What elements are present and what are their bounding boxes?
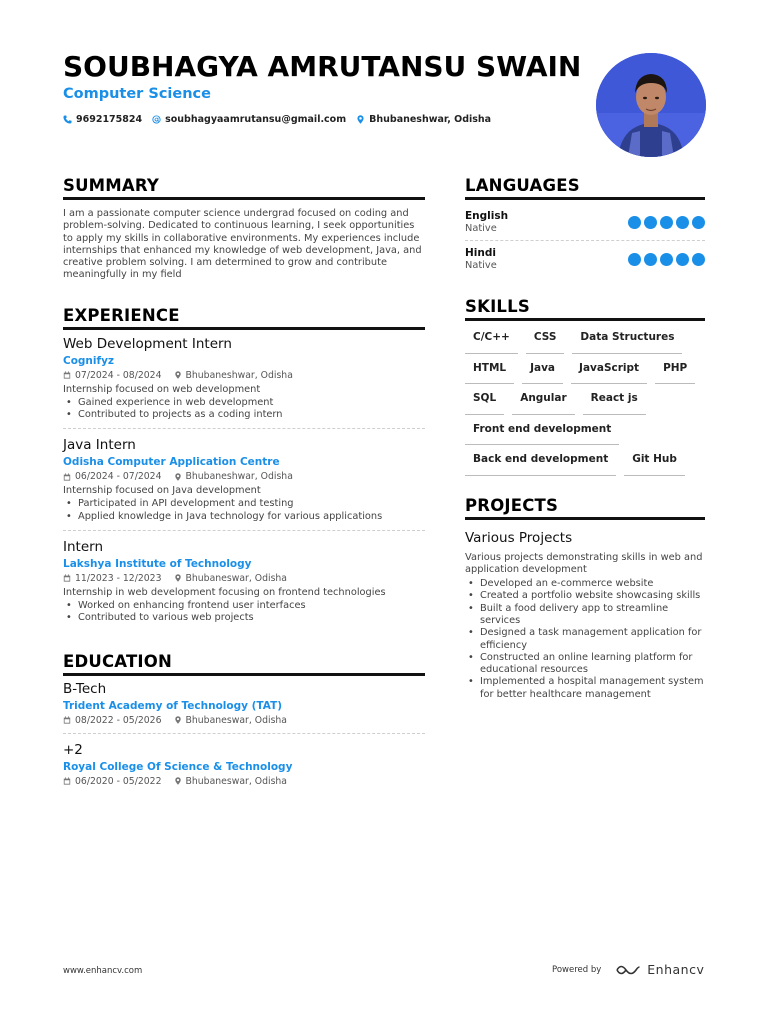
experience-section bbox=[63, 306, 425, 632]
school-name: Royal College Of Science & Technology bbox=[63, 760, 293, 773]
proficiency-dots bbox=[628, 253, 705, 266]
summary-section bbox=[63, 176, 425, 282]
education-heading: EDUCATION bbox=[63, 652, 425, 676]
powered-by-label: Powered by bbox=[552, 964, 602, 975]
proficiency-dot bbox=[676, 253, 689, 266]
location-text: Bhubaneswar, Odisha bbox=[185, 775, 288, 787]
proficiency-dot bbox=[644, 253, 657, 266]
date-range: 06/2024 - 07/2024 bbox=[75, 471, 162, 483]
job-meta bbox=[63, 370, 425, 381]
projects-heading: PROJECTS bbox=[465, 496, 705, 520]
bullet-item: • Implemented a hospital management system for better healthcare management bbox=[465, 676, 705, 701]
location-text: Bhubaneswar, Odisha bbox=[185, 714, 288, 726]
language-item bbox=[465, 240, 705, 277]
job-location bbox=[174, 471, 293, 482]
avatar bbox=[596, 53, 706, 157]
at-icon bbox=[152, 115, 161, 124]
job-location bbox=[174, 370, 293, 381]
experience-item bbox=[63, 530, 425, 632]
location-pin-icon bbox=[174, 473, 182, 481]
skill-tag: SQL bbox=[465, 384, 504, 415]
bullet-item: • Built a food delivery app to streamline services bbox=[465, 603, 705, 628]
calendar-icon bbox=[63, 574, 71, 582]
skill-tag: React js bbox=[583, 384, 646, 415]
skill-tag: JavaScript bbox=[571, 354, 647, 385]
bullet-item: • Applied knowledge in Java technology for various applications bbox=[63, 511, 425, 523]
bullet-item: • Created a portfolio website showcasing skills bbox=[465, 590, 705, 602]
bullet-item: • Contributed to projects as a coding intern bbox=[63, 409, 425, 421]
experience-list bbox=[63, 336, 425, 632]
skill-tag: PHP bbox=[655, 354, 695, 385]
education-meta bbox=[63, 715, 425, 726]
proficiency-dot bbox=[628, 216, 641, 229]
calendar-icon bbox=[63, 777, 71, 785]
languages-heading: LANGUAGES bbox=[465, 176, 705, 200]
summary-heading: SUMMARY bbox=[63, 176, 425, 200]
languages-section bbox=[465, 176, 705, 277]
proficiency-dot bbox=[660, 253, 673, 266]
proficiency-dot bbox=[644, 216, 657, 229]
degree-name: +2 bbox=[63, 741, 83, 758]
bullet-item: • Contributed to various web projects bbox=[63, 612, 425, 624]
company-name: Odisha Computer Application Centre bbox=[63, 456, 280, 469]
skill-tag: Data Structures bbox=[572, 323, 682, 354]
proficiency-dot bbox=[676, 216, 689, 229]
education-item bbox=[63, 733, 425, 794]
skills-section bbox=[465, 297, 705, 476]
skill-tag: C/C++ bbox=[465, 323, 518, 354]
contact-phone bbox=[63, 114, 142, 125]
skill-tag: CSS bbox=[526, 323, 565, 354]
education-list bbox=[63, 681, 425, 794]
job-dates bbox=[63, 370, 162, 381]
experience-heading: EXPERIENCE bbox=[63, 306, 425, 330]
project-title: Various Projects bbox=[465, 529, 573, 546]
date-range: 07/2024 - 08/2024 bbox=[75, 369, 162, 381]
job-description: Internship focused on web development bbox=[63, 383, 261, 395]
calendar-icon bbox=[63, 473, 71, 481]
email-address[interactable]: soubhagyaamrutansu@gmail.com bbox=[165, 114, 347, 125]
date-range: 08/2022 - 05/2026 bbox=[75, 714, 162, 726]
education-dates bbox=[63, 776, 162, 787]
date-range: 11/2023 - 12/2023 bbox=[75, 572, 162, 584]
location-text: Bhubaneshwar, Odisha bbox=[185, 369, 293, 381]
project-bullets bbox=[465, 578, 705, 701]
bullet-item: • Constructed an online learning platform for educational resources bbox=[465, 652, 705, 677]
date-range: 06/2020 - 05/2022 bbox=[75, 775, 162, 787]
job-bullets bbox=[63, 397, 425, 422]
bullet-item: • Worked on enhancing frontend user interfaces bbox=[63, 600, 425, 612]
location-pin-icon bbox=[174, 371, 182, 379]
education-location bbox=[174, 776, 288, 787]
skill-tag: Angular bbox=[512, 384, 574, 415]
contact-location bbox=[356, 114, 491, 125]
job-bullets bbox=[63, 498, 425, 523]
candidate-title: Computer Science bbox=[63, 86, 211, 102]
phone-number[interactable]: 9692175824 bbox=[76, 114, 143, 125]
resume-header bbox=[63, 50, 583, 125]
bullet-item: • Designed a task management application for efficiency bbox=[465, 627, 705, 652]
education-dates bbox=[63, 715, 162, 726]
location-pin-icon bbox=[174, 574, 182, 582]
skill-tag: Front end development bbox=[465, 415, 619, 446]
brand-logo[interactable] bbox=[615, 962, 704, 977]
footer-site[interactable]: www.enhancv.com bbox=[63, 966, 143, 976]
skill-tag: Java bbox=[522, 354, 563, 385]
experience-item bbox=[63, 336, 425, 429]
footer-branding bbox=[552, 962, 704, 977]
job-meta bbox=[63, 573, 425, 584]
bullet-item: • Participated in API development and testing bbox=[63, 498, 425, 510]
job-title: Web Development Intern bbox=[63, 335, 232, 352]
location-text: Bhubaneshwar, Odisha bbox=[369, 114, 492, 125]
education-item bbox=[63, 681, 425, 733]
location-text: Bhubaneshwar, Odisha bbox=[185, 471, 293, 483]
location-pin-icon bbox=[356, 115, 365, 124]
job-meta bbox=[63, 471, 425, 482]
brand-name: Enhancv bbox=[647, 962, 705, 977]
projects-section bbox=[465, 496, 705, 702]
candidate-name: SOUBHAGYA AMRUTANSU SWAIN bbox=[63, 50, 582, 83]
contact-row bbox=[63, 114, 583, 125]
experience-item bbox=[63, 428, 425, 530]
education-location bbox=[174, 715, 288, 726]
job-description: Internship in web development focusing on frontend technologies bbox=[63, 586, 386, 598]
job-title: Java Intern bbox=[63, 437, 136, 454]
school-name: Trident Academy of Technology (TAT) bbox=[63, 699, 283, 712]
job-dates bbox=[63, 573, 162, 584]
profile-photo bbox=[596, 53, 706, 157]
job-location bbox=[174, 573, 288, 584]
language-level: Native bbox=[465, 260, 497, 271]
skills-heading: SKILLS bbox=[465, 297, 705, 321]
proficiency-dot bbox=[692, 253, 705, 266]
job-bullets bbox=[63, 600, 425, 625]
location-text: Bhubaneswar, Odisha bbox=[185, 572, 288, 584]
skills-list bbox=[465, 323, 705, 476]
left-column bbox=[63, 176, 425, 794]
education-meta bbox=[63, 776, 425, 787]
proficiency-dot bbox=[628, 253, 641, 266]
proficiency-dot bbox=[692, 216, 705, 229]
right-column bbox=[465, 176, 705, 701]
skill-tag: Git Hub bbox=[624, 445, 685, 476]
bullet-item: • Gained experience in web development bbox=[63, 397, 425, 409]
languages-list bbox=[465, 204, 705, 277]
skill-tag: Back end development bbox=[465, 445, 616, 476]
language-level: Native bbox=[465, 223, 497, 234]
language-name: English bbox=[465, 210, 509, 222]
education-section bbox=[63, 652, 425, 794]
company-name: Cognifyz bbox=[63, 354, 115, 367]
proficiency-dot bbox=[660, 216, 673, 229]
calendar-icon bbox=[63, 371, 71, 379]
phone-icon bbox=[63, 115, 72, 124]
location-pin-icon bbox=[174, 777, 182, 785]
company-name: Lakshya Institute of Technology bbox=[63, 557, 252, 570]
bullet-item: • Developed an e-commerce website bbox=[465, 578, 705, 590]
degree-name: B-Tech bbox=[63, 680, 107, 697]
job-dates bbox=[63, 471, 162, 482]
skill-tag: HTML bbox=[465, 354, 514, 385]
summary-text: I am a passionate computer science undergrad focused on coding and problem-solving. Dedicated to continuous learning, I seek opportunities to apply my skills in collaborative environments. My experiences include internships that enhanced my knowledge of web development, Java, and creative problem solving. I am determined to grow and contribute meaningfully in my field bbox=[63, 208, 422, 281]
contact-email bbox=[152, 114, 346, 125]
project-description: Various projects demonstrating skills in web and application development bbox=[465, 551, 703, 575]
job-title: Intern bbox=[63, 538, 104, 555]
job-description: Internship focused on Java development bbox=[63, 485, 261, 497]
proficiency-dots bbox=[628, 216, 705, 229]
language-name: Hindi bbox=[465, 247, 496, 259]
calendar-icon bbox=[63, 716, 71, 724]
enhancv-logo-icon bbox=[615, 964, 641, 976]
location-pin-icon bbox=[174, 716, 182, 724]
language-item bbox=[465, 204, 705, 240]
